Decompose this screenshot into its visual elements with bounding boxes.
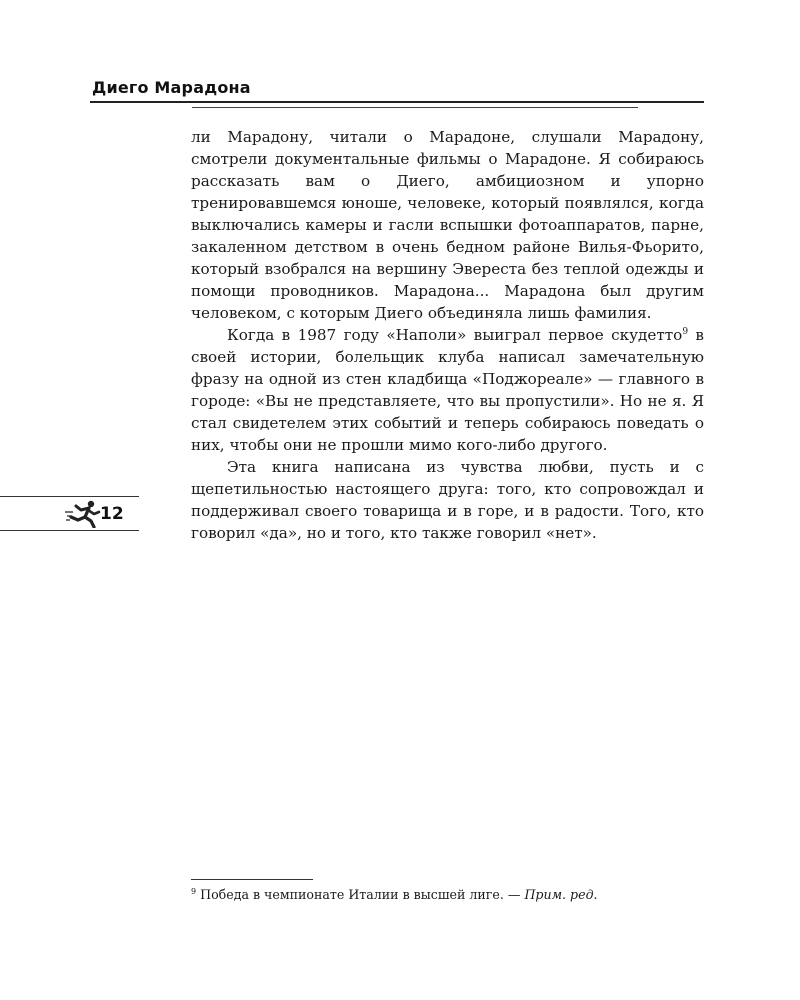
footnote-reference: 9 (682, 326, 689, 337)
footnote-number: 9 (191, 886, 197, 896)
footnote-note: Прим. ред. (524, 887, 598, 902)
folio (64, 500, 124, 528)
paragraph-3: Эта книга написана из чувства любви, пусть и с щепетильностью настоящего друга: того, кто сопровождал и поддерживал своего товарища и в горе, и в радости. Того, кто говорил «да», но и того, кто также говорил «нет». (191, 458, 704, 542)
paragraph-2-text-a: Когда в 1987 году «Наполи» выиграл первое скудетто (227, 326, 683, 344)
running-head: Диего Марадона (92, 78, 251, 97)
runner-icon (64, 500, 102, 528)
page-number: 12 (100, 504, 124, 524)
folio-rule-top (0, 496, 139, 497)
paragraph-1: ли Марадону, читали о Марадоне, слушали Марадону, смотрели документальные фильмы о Марадоне. Я собираюсь рассказать вам о Диего, амбициозном и упорно тренировавшемся юноше, человеке, который появлялся, когда выключались камеры и гасли вспышки фотоаппаратов, парне, закаленном детством в очень бедном районе Вилья-Фьорито, который взобрался на вершину Эвереста без теплой одежды и помощи проводников. Марадона... Марадона был другим человеком, с которым Диего объединяла лишь фамилия. (191, 128, 704, 322)
footnote-rule (191, 879, 313, 880)
footnote-text: Победа в чемпионате Италии в высшей лиге. — (196, 887, 525, 902)
header-rule (90, 101, 704, 103)
folio-rule-bottom (0, 530, 139, 531)
paragraph-2-text-b: в своей истории, болельщик клуба написал замечательную фразу на одной из стен кладбища «Поджореале» — главного в городе: «Вы не представляете, что вы пропустили». Но не я. Я стал свидетелем этих событий и теперь собираюсь поведать о них, чтобы они не прошли мимо кого-либо другого. (191, 326, 704, 454)
paragraph-2 (191, 324, 704, 456)
header-rule-thin (192, 107, 638, 108)
footnote (191, 886, 711, 903)
body-text (191, 126, 704, 544)
